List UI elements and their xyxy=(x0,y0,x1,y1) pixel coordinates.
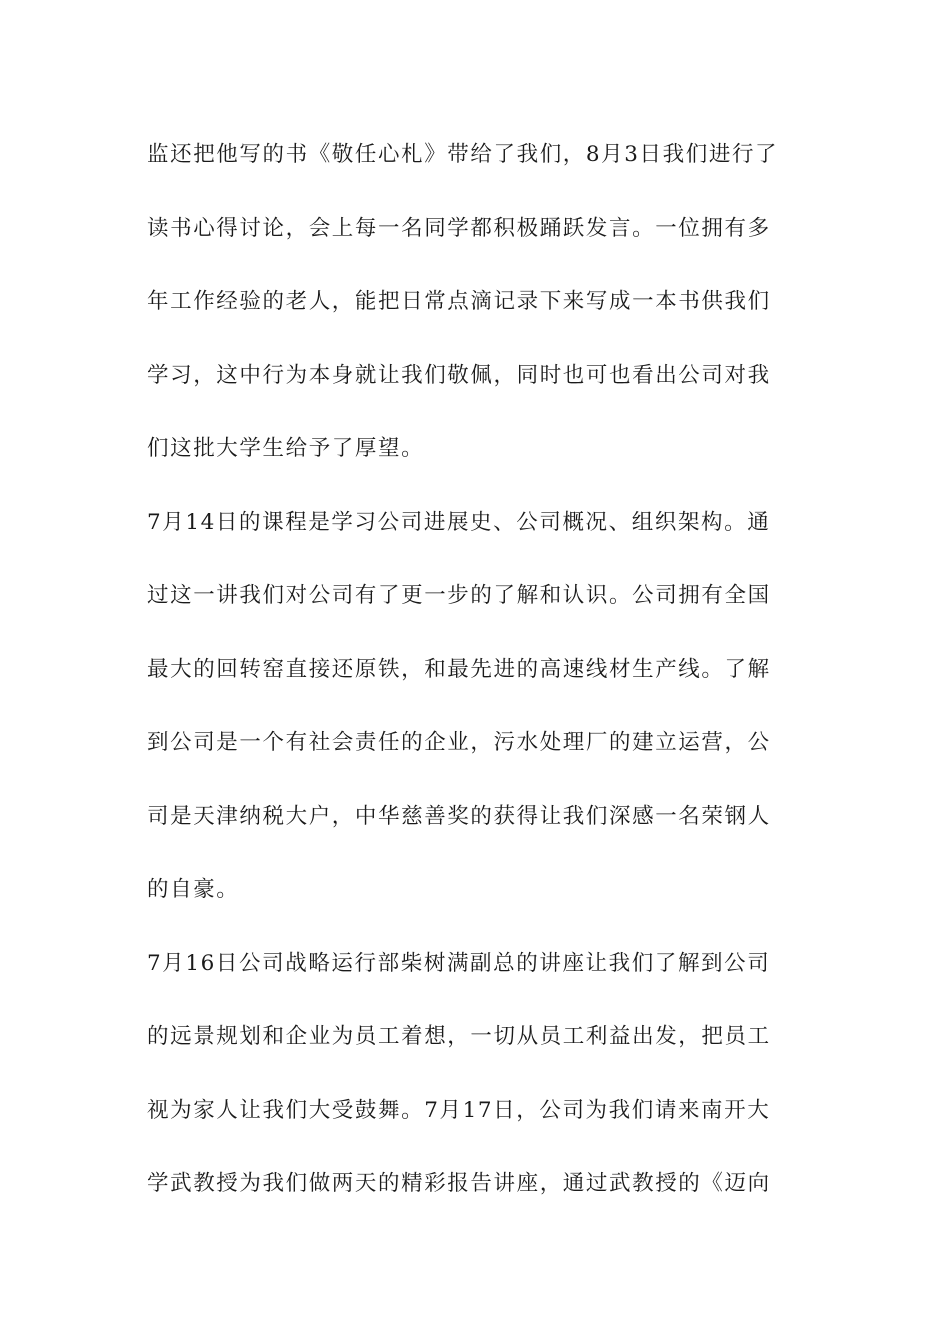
text-line: 的远景规划和企业为员工着想，一切从员工利益出发，把员工 xyxy=(147,1024,771,1049)
text-line: 年工作经验的老人，能把日常点滴记录下来写成一本书供我们 xyxy=(147,289,771,314)
text-line: 过这一讲我们对公司有了更一步的了解和认识。公司拥有全国 xyxy=(147,583,771,608)
text-line: 学武教授为我们做两天的精彩报告讲座，通过武教授的《迈向 xyxy=(147,1171,771,1196)
text-line: 视为家人让我们大受鼓舞。7月17日，公司为我们请来南开大 xyxy=(147,1097,771,1123)
text-line: 到公司是一个有社会责任的企业，污水处理厂的建立运营，公 xyxy=(147,730,771,755)
text-line: 最大的回转窑直接还原铁，和最先进的高速线材生产线。了解 xyxy=(147,656,771,682)
text-line: 7月16日公司战略运行部柴树满副总的讲座让我们了解到公司 xyxy=(147,950,771,976)
document-body xyxy=(147,128,807,1231)
text-line: 7月14日的课程是学习公司进展史、公司概况、组织架构。通 xyxy=(147,509,771,535)
text-line: 司是天津纳税大户，中华慈善奖的获得让我们深感一名荣钢人 xyxy=(147,803,771,829)
text-line: 们这批大学生给予了厚望。 xyxy=(147,436,425,461)
text-line: 的自豪。 xyxy=(147,877,240,902)
text-line: 监还把他写的书《敬任心札》带给了我们，8月3日我们进行了 xyxy=(147,142,779,167)
text-line: 学习，这中行为本身就让我们敬佩，同时也可也看出公司对我 xyxy=(147,362,771,388)
text-line: 读书心得讨论，会上每一名同学都积极踊跃发言。一位拥有多 xyxy=(147,215,771,241)
